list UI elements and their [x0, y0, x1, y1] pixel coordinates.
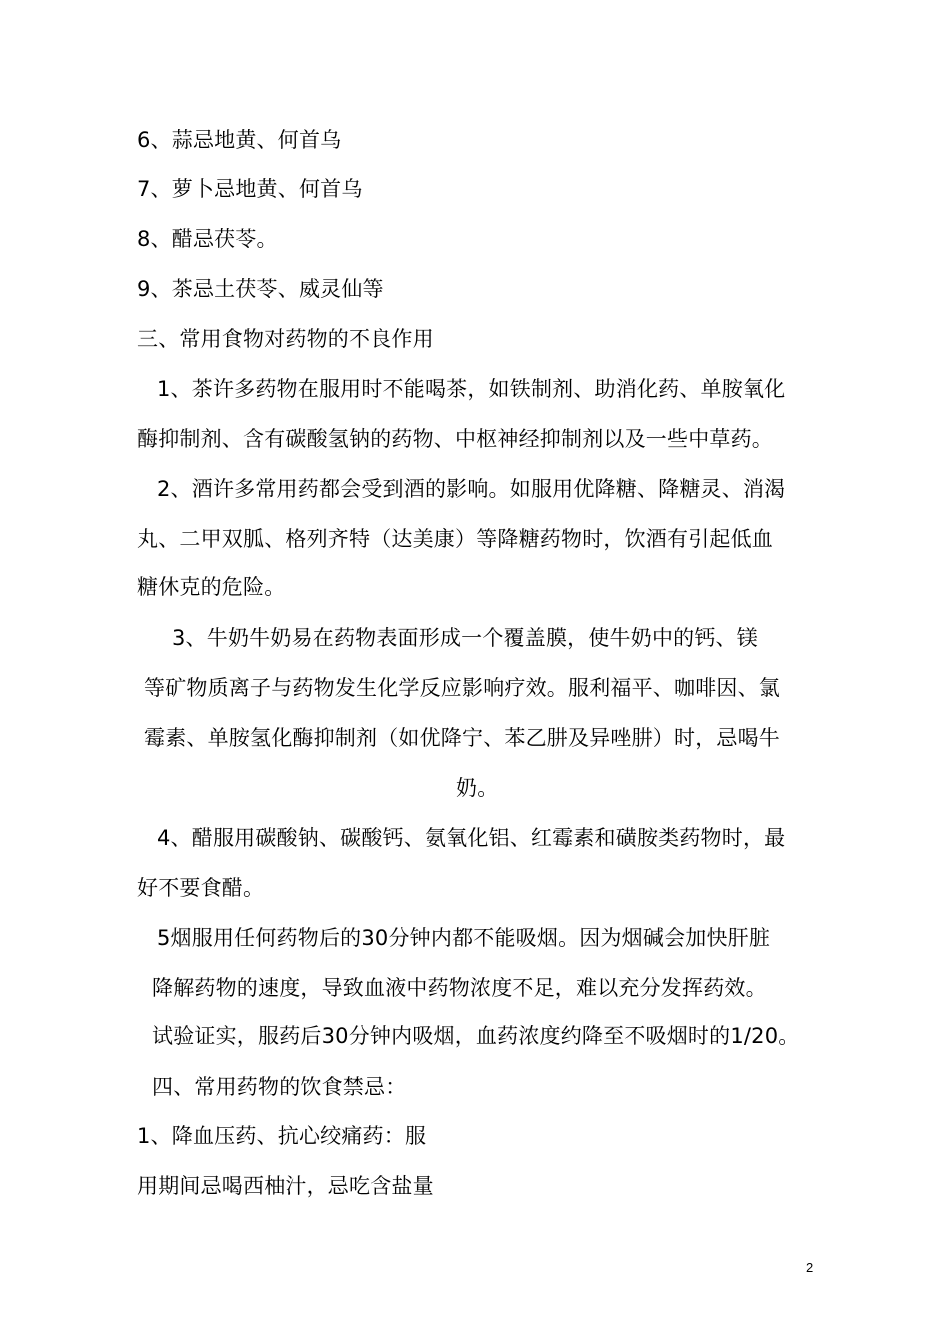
page-number: 2	[806, 1260, 814, 1275]
paragraph-alcohol-line-3: 糖休克的危险。	[137, 575, 286, 599]
text-line-item-8: 8、醋忌茯苓。	[137, 227, 278, 251]
paragraph-tea-line-1: 1、茶许多药物在服用时不能喝茶，如铁制剂、助消化药、单胺氧化	[157, 377, 786, 401]
paragraph-alcohol-line-1: 2、酒许多常用药都会受到酒的影响。如服用优降糖、降糖灵、消渴	[157, 477, 786, 501]
paragraph-smoking-line-3: 试验证实，服药后30分钟内吸烟，血药浓度约降至不吸烟时的1/20。	[152, 1024, 800, 1048]
paragraph-smoking-line-1: 5烟服用任何药物后的30分钟内都不能吸烟。因为烟碱会加快肝脏	[157, 926, 771, 950]
paragraph-antihypertensive-line-1: 1、降血压药、抗心绞痛药：服	[137, 1124, 427, 1148]
paragraph-vinegar-line-1: 4、醋服用碳酸钠、碳酸钙、氨氧化铝、红霉素和磺胺类药物时，最	[157, 826, 786, 850]
text-line-item-9: 9、茶忌土茯苓、威灵仙等	[137, 277, 384, 301]
text-line-item-7: 7、萝卜忌地黄、何首乌	[137, 177, 363, 201]
paragraph-tea-line-2: 酶抑制剂、含有碳酸氢钠的药物、中枢神经抑制剂以及一些中草药。	[137, 427, 773, 451]
paragraph-smoking-line-2: 降解药物的速度，导致血液中药物浓度不足，难以充分发挥药效。	[152, 976, 767, 1000]
paragraph-milk-line-3: 霉素、单胺氢化酶抑制剂（如优降宁、苯乙肼及异唑肼）时，忌喝牛	[144, 726, 780, 750]
paragraph-milk-line-2: 等矿物质离子与药物发生化学反应影响疗效。服利福平、咖啡因、氯	[144, 676, 780, 700]
paragraph-alcohol-line-2: 丸、二甲双胍、格列齐特（达美康）等降糖药物时，饮酒有引起低血	[137, 527, 773, 551]
section-heading-4: 四、常用药物的饮食禁忌：	[152, 1075, 407, 1099]
paragraph-milk-line-4: 奶。	[456, 776, 499, 800]
paragraph-vinegar-line-2: 好不要食醋。	[137, 876, 265, 900]
paragraph-milk-line-1: 3、牛奶牛奶易在药物表面形成一个覆盖膜，使牛奶中的钙、镁	[172, 626, 758, 650]
text-line-item-6: 6、蒜忌地黄、何首乌	[137, 128, 342, 152]
paragraph-antihypertensive-line-2: 用期间忌喝西柚汁，忌吃含盐量	[137, 1174, 434, 1198]
section-heading-3: 三、常用食物对药物的不良作用	[137, 327, 434, 351]
